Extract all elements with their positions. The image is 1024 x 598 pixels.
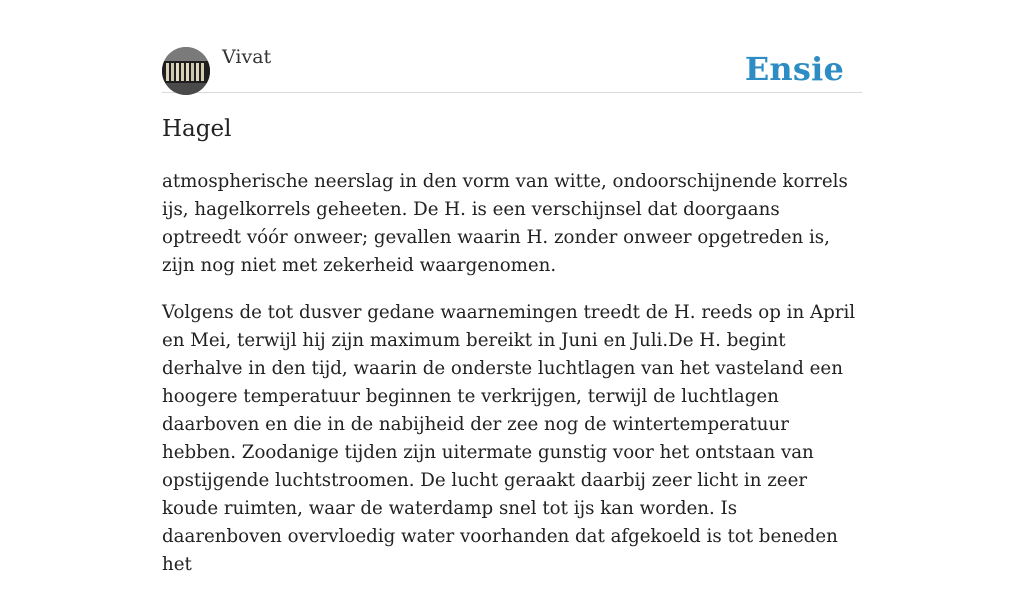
article-paragraph: atmospherische neerslag in den vorm van witte, ondoorschijnende korrels ijs, hagelkorrels geheeten. De H. is een verschijnsel dat doorgaans optreedt vóór onweer; gevallen waarin H. zonder onweer opgetreden is, zijn nog niet met zekerheid waargenomen. bbox=[162, 171, 848, 276]
author-avatar[interactable] bbox=[162, 47, 210, 95]
author-name[interactable]: Vivat bbox=[222, 46, 272, 68]
article-body bbox=[162, 168, 862, 598]
brand-logo[interactable]: Ensie bbox=[744, 50, 844, 88]
article-title: Hagel bbox=[162, 116, 232, 142]
article-paragraph: Volgens de tot dusver gedane waarnemingen treedt de H. reeds op in April en Mei, terwijl hij zijn maximum bereikt in Juni en Juli.De H. begint derhalve in den tijd, waarin de onderste luchtlagen van het vasteland een hoogere temperatuur beginnen te verkrijgen, terwijl de luchtlagen daarboven en die in de nabijheid der zee nog de wintertemperatuur hebben. Zoodanige tijden zijn uitermate gunstig voor het ontstaan van opstijgende luchtstroomen. De lucht geraakt daarbij zeer licht in zeer koude ruimten, waar de waterdamp snel tot ijs kan worden. Is daarenboven overvloedig water voorhanden dat afgekoeld is tot beneden het bbox=[162, 302, 856, 575]
bookshelf-avatar-icon bbox=[162, 47, 210, 95]
article-page bbox=[162, 0, 862, 575]
article-header bbox=[162, 0, 862, 93]
